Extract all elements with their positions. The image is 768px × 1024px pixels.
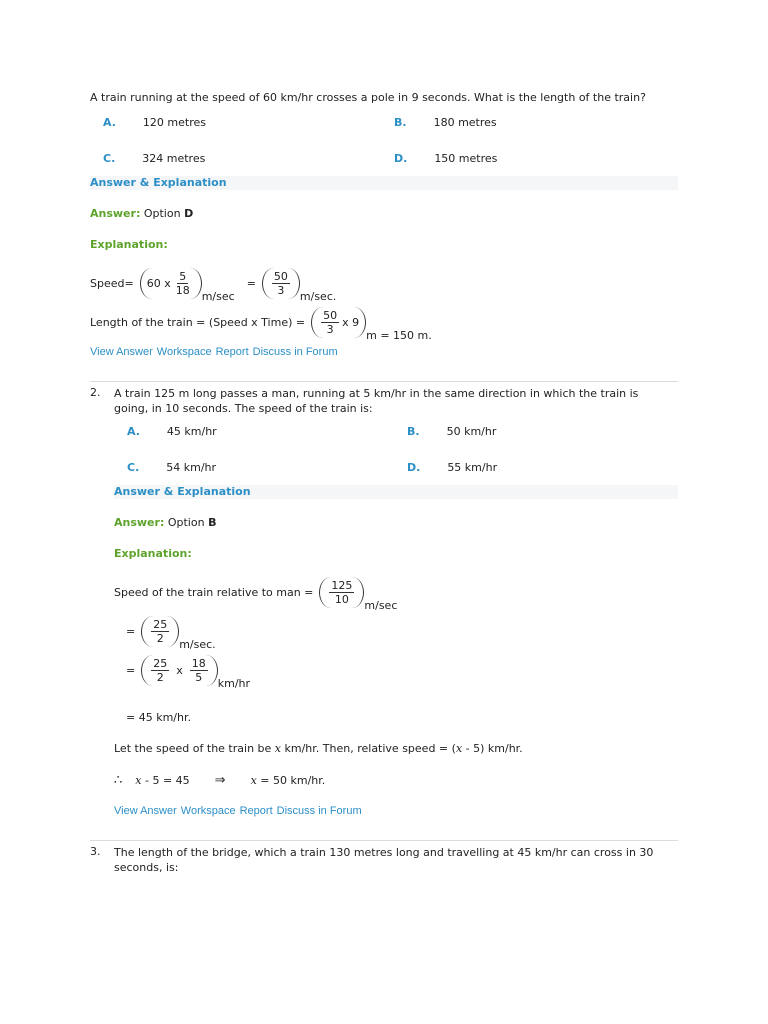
option-text: 50 km/hr bbox=[446, 425, 497, 438]
let-suffix: - 5) km/hr. bbox=[465, 742, 523, 755]
numerator: 25 bbox=[153, 657, 168, 670]
denominator: 10 bbox=[334, 593, 349, 606]
relative-speed-label: Speed of the train relative to man = bbox=[114, 586, 314, 599]
workspace-link[interactable]: Workspace bbox=[156, 346, 212, 358]
speed-60: 60 x bbox=[146, 277, 171, 290]
q2-relative-speed-equation bbox=[114, 577, 398, 612]
fraction-18-5 bbox=[190, 657, 208, 684]
option-letter: C. bbox=[127, 461, 140, 474]
view-answer-link[interactable]: View Answer bbox=[90, 346, 153, 358]
q1-links bbox=[90, 346, 342, 358]
q2-links bbox=[114, 805, 366, 817]
numerator: 25 bbox=[153, 618, 168, 631]
divider bbox=[90, 381, 678, 382]
paren-group bbox=[311, 307, 366, 338]
option-text: 120 metres bbox=[142, 116, 206, 129]
option-letter: B. bbox=[407, 425, 420, 438]
option-text: 45 km/hr bbox=[166, 425, 217, 438]
equation-x-minus-5: - 5 = 45 bbox=[145, 774, 190, 787]
q2-step-25-2 bbox=[126, 616, 216, 651]
q2-explanation-label: Explanation: bbox=[114, 547, 192, 560]
equation-x-equals-50: = 50 km/hr. bbox=[260, 774, 326, 787]
option-text: 54 km/hr bbox=[166, 461, 217, 474]
answer-label: Answer: bbox=[90, 207, 141, 220]
equals: = bbox=[126, 664, 136, 677]
numerator: 50 bbox=[273, 270, 288, 283]
denominator: 3 bbox=[326, 323, 334, 336]
denominator: 2 bbox=[156, 632, 164, 645]
equals: = bbox=[246, 277, 256, 290]
paren-group bbox=[262, 268, 300, 299]
view-answer-link[interactable]: View Answer bbox=[114, 805, 177, 817]
q2-answer-explanation-toggle[interactable]: Answer & Explanation bbox=[114, 485, 678, 499]
numerator: 18 bbox=[191, 657, 206, 670]
answer-label: Answer: bbox=[114, 516, 165, 529]
numerator: 5 bbox=[179, 270, 187, 283]
option-letter: C. bbox=[103, 152, 116, 165]
report-link[interactable]: Report bbox=[215, 346, 249, 358]
implies-arrow-icon: ⇒ bbox=[214, 773, 226, 788]
q2-result: = 45 km/hr. bbox=[126, 711, 191, 724]
unit: m/sec. bbox=[179, 638, 216, 651]
q1-explanation-label: Explanation: bbox=[90, 238, 168, 251]
variable-x: x bbox=[455, 742, 463, 755]
q2-option-c[interactable] bbox=[127, 461, 216, 474]
variable-x: x bbox=[250, 774, 257, 787]
length-label: Length of the train = (Speed x Time) = bbox=[90, 316, 306, 329]
answer-prefix: Option bbox=[143, 207, 181, 220]
q1-speed-equation bbox=[90, 268, 337, 303]
q1-option-c[interactable] bbox=[103, 152, 205, 165]
unit: m/sec bbox=[364, 599, 398, 612]
unit: m/sec. bbox=[299, 290, 337, 303]
report-link[interactable]: Report bbox=[239, 805, 273, 817]
therefore-symbol: ∴ bbox=[114, 773, 123, 788]
q2-option-b[interactable] bbox=[407, 425, 496, 438]
numerator: 125 bbox=[331, 579, 353, 592]
q1-length-equation bbox=[90, 307, 432, 342]
fraction-25-2 bbox=[151, 657, 169, 684]
option-text: 180 metres bbox=[433, 116, 497, 129]
q1-answer bbox=[90, 207, 193, 220]
q3-question-line2: seconds, is: bbox=[114, 861, 179, 874]
q2-answer bbox=[114, 516, 216, 529]
q3-number: 3. bbox=[90, 845, 101, 858]
times-9: x 9 bbox=[342, 316, 360, 329]
let-prefix: Let the speed of the train be bbox=[114, 742, 272, 755]
answer-option: B bbox=[208, 516, 217, 529]
speed-label: Speed= bbox=[90, 277, 134, 290]
equals: = bbox=[126, 625, 136, 638]
option-letter: A. bbox=[127, 425, 140, 438]
denominator: 5 bbox=[195, 671, 203, 684]
discuss-link[interactable]: Discuss in Forum bbox=[252, 346, 338, 358]
q1-question: A train running at the speed of 60 km/hr crosses a pole in 9 seconds. What is the length of the train? bbox=[90, 91, 646, 104]
option-text: 150 metres bbox=[434, 152, 498, 165]
fraction-25-2 bbox=[151, 618, 169, 645]
unit: km/hr bbox=[217, 677, 251, 690]
denominator: 2 bbox=[156, 671, 164, 684]
q2-option-a[interactable] bbox=[127, 425, 217, 438]
discuss-link[interactable]: Discuss in Forum bbox=[276, 805, 362, 817]
answer-option: D bbox=[184, 207, 194, 220]
q2-question-line1: A train 125 m long passes a man, running at 5 km/hr in the same direction in which the train is bbox=[114, 387, 639, 400]
option-letter: A. bbox=[103, 116, 116, 129]
q1-option-d[interactable] bbox=[394, 152, 497, 165]
denominator: 18 bbox=[175, 284, 190, 297]
q2-question-line2: going, in 10 seconds. The speed of the train is: bbox=[114, 402, 373, 415]
paren-group bbox=[319, 577, 364, 608]
fraction-125-10 bbox=[329, 579, 354, 606]
variable-x: x bbox=[274, 742, 282, 755]
q2-option-d[interactable] bbox=[407, 461, 497, 474]
denominator: 3 bbox=[277, 284, 285, 297]
q3-question-line1: The length of the bridge, which a train 130 metres long and travelling at 45 km/hr can cross in 30 bbox=[114, 846, 654, 859]
workspace-link[interactable]: Workspace bbox=[180, 805, 236, 817]
q2-therefore-line bbox=[114, 773, 325, 788]
fraction-5-18 bbox=[174, 270, 192, 297]
unit: m/sec bbox=[201, 290, 235, 303]
variable-x: x bbox=[135, 774, 142, 787]
option-text: 324 metres bbox=[142, 152, 206, 165]
q2-step-conversion bbox=[126, 655, 251, 690]
paren-group bbox=[141, 616, 179, 647]
fraction-50-3 bbox=[272, 270, 290, 297]
q1-option-a[interactable] bbox=[103, 116, 206, 129]
answer-prefix: Option bbox=[167, 516, 205, 529]
length-result: m = 150 m. bbox=[366, 329, 432, 342]
option-letter: B. bbox=[394, 116, 407, 129]
fraction-50-3 bbox=[321, 309, 339, 336]
let-mid: km/hr. Then, relative speed = ( bbox=[284, 742, 456, 755]
q1-option-b[interactable] bbox=[394, 116, 497, 129]
option-letter: D. bbox=[394, 152, 408, 165]
option-text: 55 km/hr bbox=[447, 461, 498, 474]
option-letter: D. bbox=[407, 461, 421, 474]
q1-answer-explanation-toggle[interactable]: Answer & Explanation bbox=[90, 176, 678, 190]
q2-number: 2. bbox=[90, 386, 101, 399]
divider bbox=[90, 840, 678, 841]
paren-group bbox=[140, 268, 202, 299]
q2-let-statement bbox=[114, 742, 523, 755]
paren-group bbox=[141, 655, 218, 686]
times: x bbox=[176, 664, 183, 677]
numerator: 50 bbox=[323, 309, 338, 322]
